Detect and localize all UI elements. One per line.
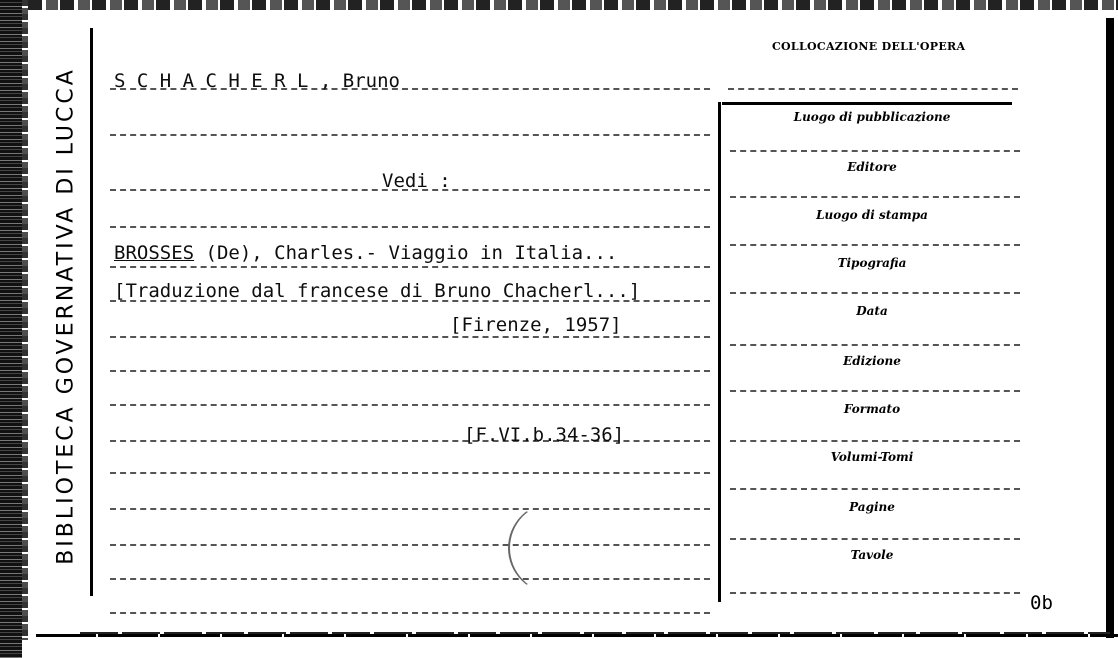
faint-stamp-arc bbox=[508, 502, 601, 594]
collocation-bracket-left bbox=[718, 102, 721, 602]
guide-line bbox=[728, 88, 1018, 90]
library-name-vertical: BIBLIOTECA GOVERNATIVA DI LUCCA bbox=[53, 67, 79, 565]
guide-line bbox=[730, 244, 1020, 246]
spine-rule bbox=[90, 28, 93, 596]
scanned-right-edge bbox=[1106, 18, 1114, 638]
field-print-place: Luogo di stampa bbox=[816, 208, 928, 222]
guide-line bbox=[730, 390, 1020, 392]
guide-line bbox=[730, 196, 1020, 198]
guide-line bbox=[110, 578, 710, 580]
guide-line bbox=[110, 508, 710, 510]
scanned-left-edge bbox=[0, 0, 22, 658]
guide-line bbox=[110, 544, 710, 546]
guide-line bbox=[110, 134, 710, 136]
title-author-surname: BROSSES bbox=[114, 242, 195, 264]
guide-line bbox=[110, 226, 710, 228]
translation-note: [Traduzione dal francese di Bruno Chacherl...] bbox=[114, 280, 641, 302]
field-printer: Tipografia bbox=[837, 256, 907, 270]
guide-line bbox=[730, 150, 1020, 152]
scanned-left-edge-inner bbox=[22, 0, 28, 640]
field-pages: Pagine bbox=[849, 500, 895, 514]
guide-line bbox=[730, 344, 1020, 346]
guide-line bbox=[110, 612, 710, 614]
imprint: [Firenze, 1957] bbox=[450, 314, 622, 336]
collocation-bracket-top bbox=[722, 102, 1012, 105]
guide-line bbox=[730, 538, 1020, 540]
field-format: Formato bbox=[843, 402, 901, 416]
collocation-heading: COLLOCAZIONE DELL'OPERA bbox=[772, 40, 966, 53]
guide-line bbox=[110, 404, 710, 406]
guide-line bbox=[110, 336, 710, 338]
scanned-bottom-edge bbox=[36, 634, 1118, 637]
guide-line bbox=[730, 488, 1020, 490]
guide-line bbox=[110, 472, 710, 474]
shelfmark: [F.VI.b.34-36] bbox=[464, 424, 625, 446]
corner-note: 0b bbox=[1030, 592, 1053, 614]
guide-line bbox=[110, 266, 710, 268]
title-line bbox=[114, 244, 617, 263]
field-plates: Tavole bbox=[850, 548, 894, 562]
see-reference: Vedi : bbox=[382, 170, 451, 192]
scanned-top-edge bbox=[28, 0, 1118, 10]
title-description: (De), Charles.- Viaggio in Italia... bbox=[194, 242, 618, 264]
guide-line bbox=[110, 370, 710, 372]
field-edition: Edizione bbox=[843, 354, 901, 368]
guide-line bbox=[730, 440, 1020, 442]
guide-line bbox=[730, 292, 1020, 294]
author-heading: S C H A C H E R L , Bruno bbox=[114, 70, 400, 92]
field-volumes: Volumi-Tomi bbox=[830, 450, 914, 464]
field-date: Data bbox=[856, 304, 888, 318]
field-publication-place: Luogo di pubblicazione bbox=[793, 110, 951, 124]
field-publisher: Editore bbox=[847, 160, 897, 174]
guide-line bbox=[730, 592, 1020, 594]
